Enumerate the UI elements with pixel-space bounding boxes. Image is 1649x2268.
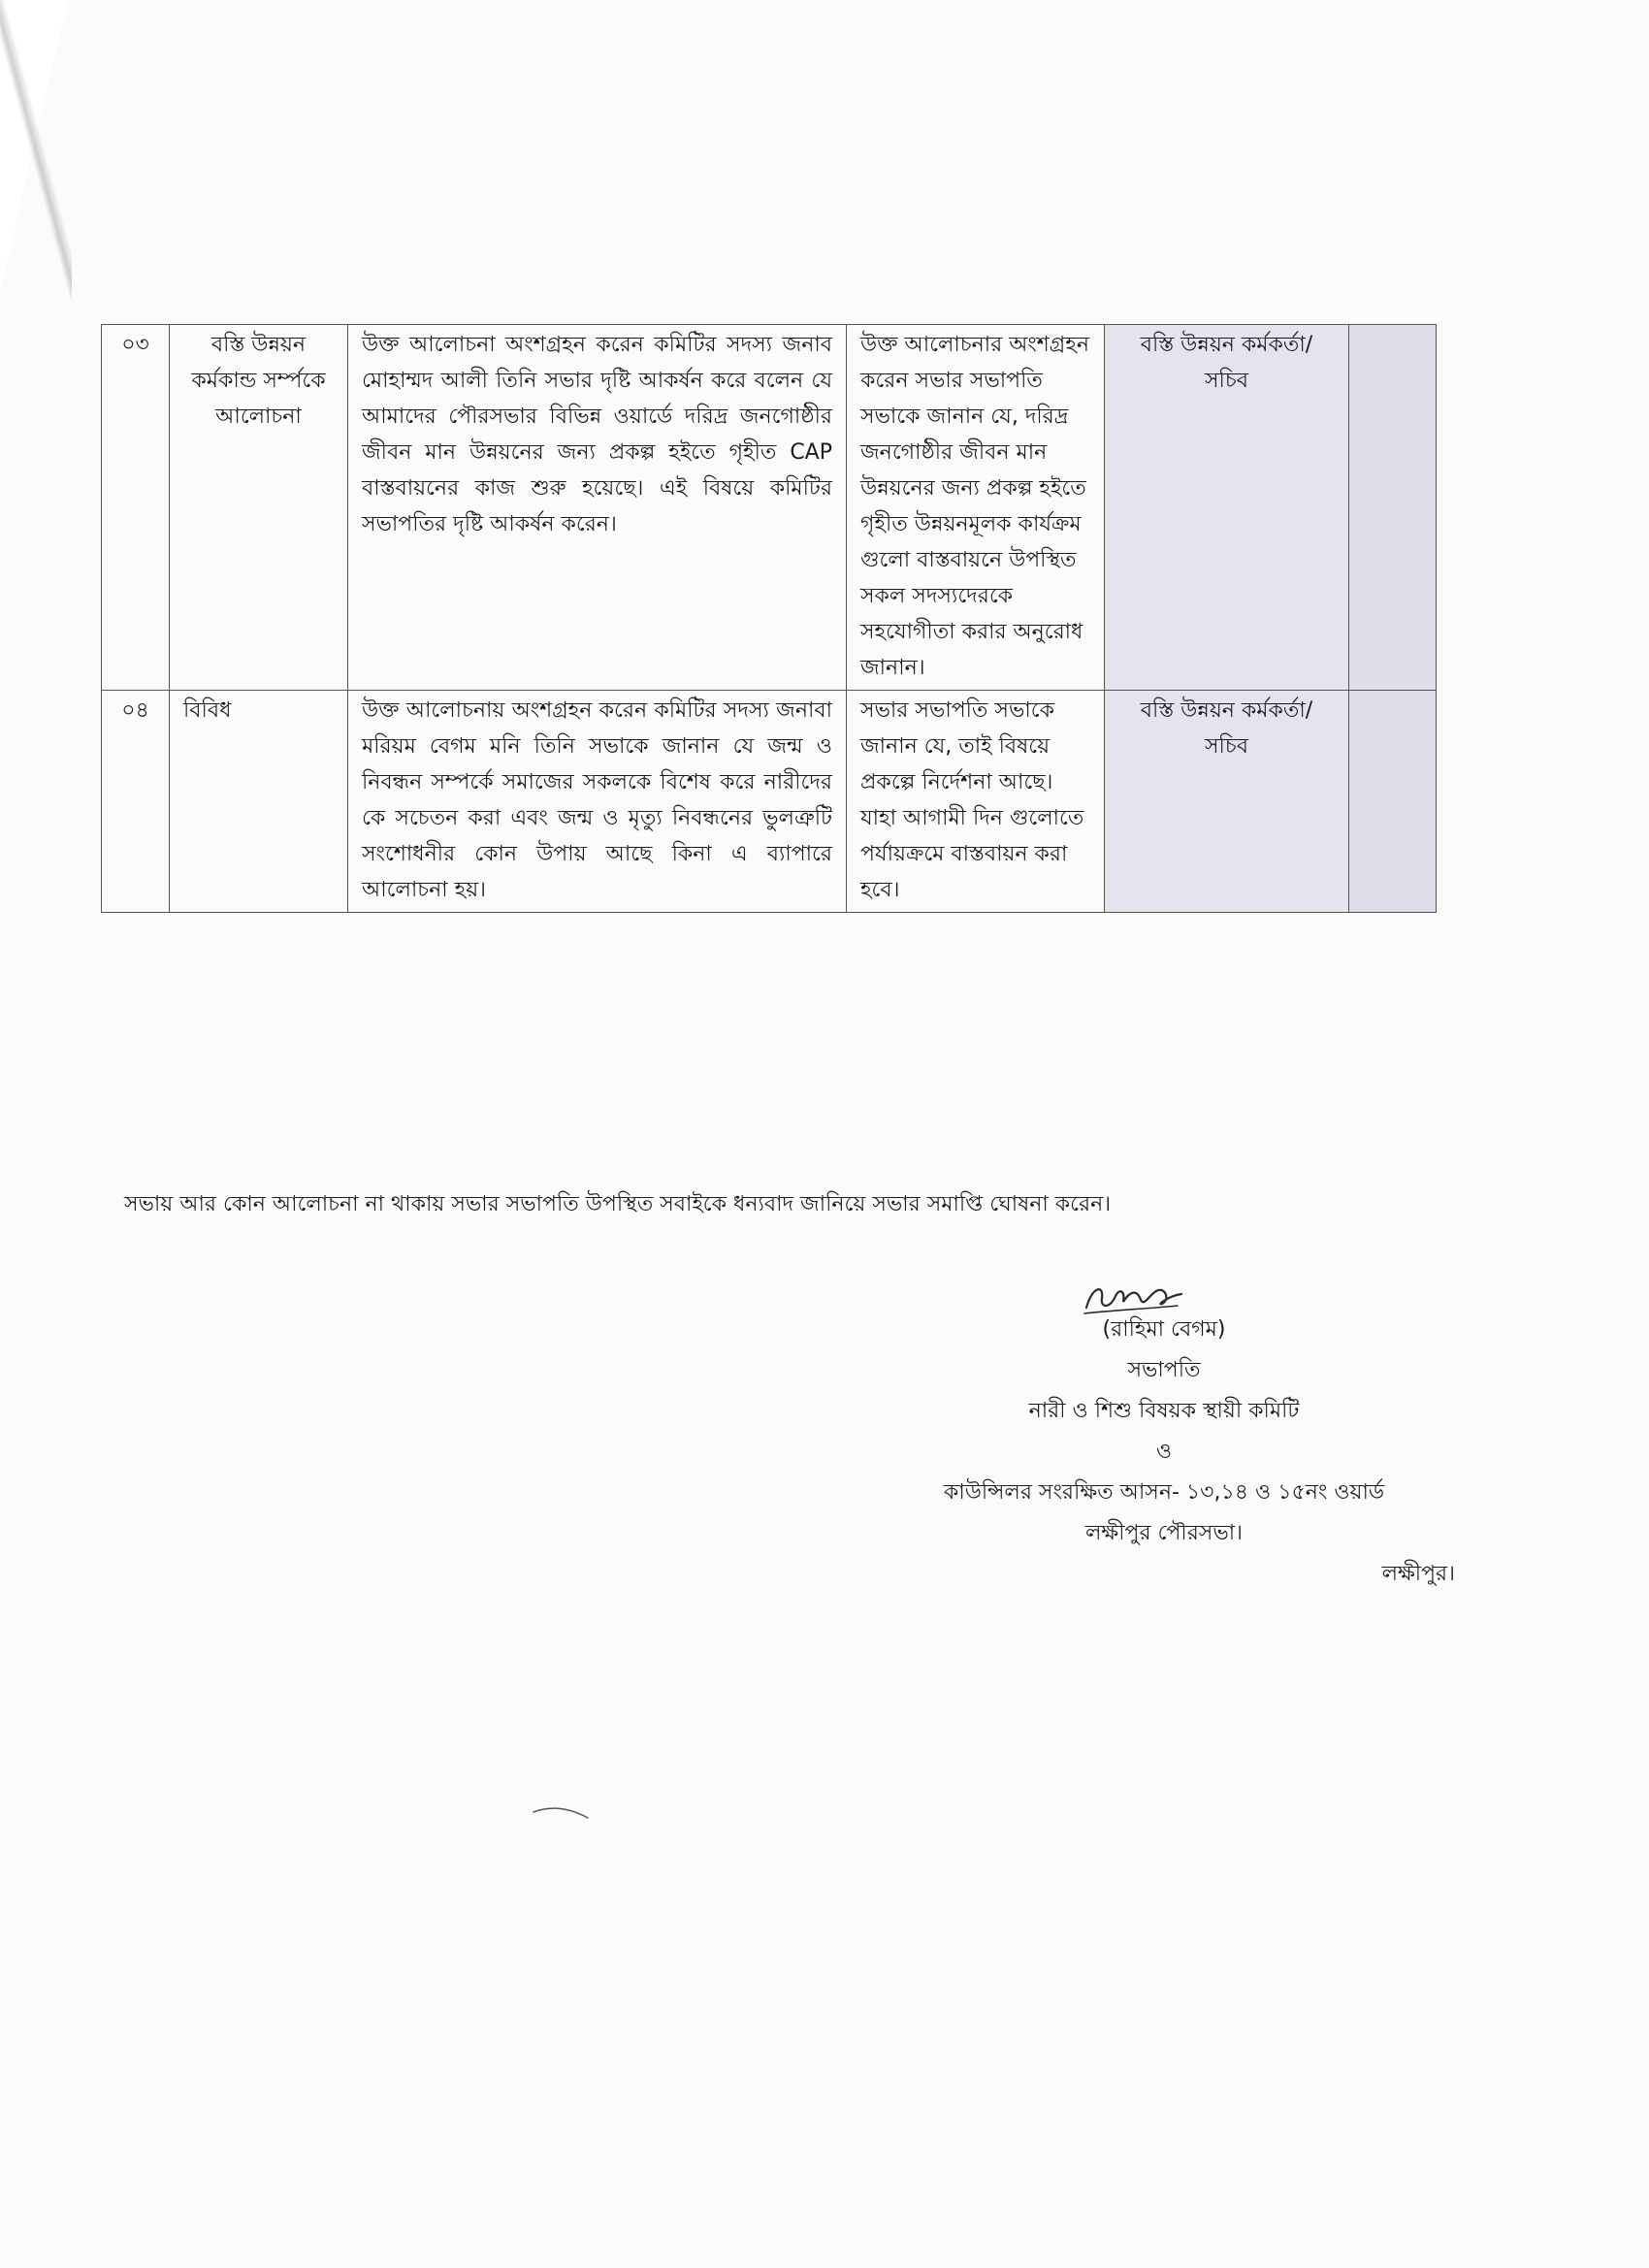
table-row	[102, 691, 1437, 913]
responsible-line: সচিব	[1205, 734, 1248, 759]
table-row	[102, 325, 1437, 691]
remarks-cell	[1349, 325, 1437, 691]
conjunction-text: ও	[1155, 1440, 1173, 1464]
serial-cell: ০৩	[102, 325, 170, 691]
topic-cell: বিবিধ	[170, 691, 348, 913]
committee-name: নারী ও শিশু বিষয়ক স্থায়ী কমিটি	[1028, 1399, 1300, 1423]
meeting-minutes-table	[101, 324, 1437, 913]
city-name: লক্ষীপুর।	[1381, 1562, 1455, 1586]
responsible-cell	[1105, 325, 1349, 691]
responsible-line: বস্তি উন্নয়ন কর্মকর্তা/	[1140, 333, 1313, 357]
municipality-name: লক্ষীপুর পৌরসভা।	[1085, 1521, 1243, 1545]
discussion-cell: উক্ত আলোচনা অংশগ্রহন করেন কমিটির সদস্য জনাব মোহাম্মদ আলী তিনি সভার দৃষ্টি আকর্ষন করে বলেন যে আমাদের পৌরসভার বিভিন্ন ওয়ার্ডে দরিদ্র জনগোষ্ঠীর জীবন মান উন্নয়নের জন্য প্রকল্প হইতে গৃহীত CAP বাস্তবায়নের কাজ শুরু হয়েছে। এই বিষয়ে কমিটির সভাপতির দৃষ্টি আকর্ষন করেন।	[348, 325, 847, 691]
signatory-title: সভাপতি	[1127, 1358, 1201, 1382]
signature-block	[873, 1310, 1455, 1595]
closing-statement: সভায় আর কোন আলোচনা না থাকায় সভার সভাপতি উপস্থিত সবাইকে ধন্যবাদ জানিয়ে সভার সমাপ্তি ঘোষনা করেন।	[124, 1192, 1112, 1216]
discussion-cell: উক্ত আলোচনায় অংশগ্রহন করেন কমিটির সদস্য জনাবা মরিয়ম বেগম মনি তিনি সভাকে জানান যে জন্ম ও নিবন্ধন সম্পর্কে সমাজের সকলকে বিশেষ করে নারীদের কে সচেতন করা এবং জন্ম ও মৃত্যু নিবন্ধনের ভুলত্রুটি সংশোধনীর কোন উপায় আছে কিনা এ ব্যাপারে আলোচনা হয়।	[348, 691, 847, 913]
decision-cell: উক্ত আলোচনার অংশগ্রহন করেন সভার সভাপতি সভাকে জানান যে, দরিদ্র জনগোষ্ঠীর জীবন মান উন্নয়নের জন্য প্রকল্প হইতে গৃহীত উন্নয়নমূলক কার্যক্রম গুলো বাস্তবায়নে উপস্থিত সকল সদস্যদেরকে সহযোগীতা করার অনুরোধ জানান।	[847, 325, 1105, 691]
serial-cell: ০৪	[102, 691, 170, 913]
responsible-cell	[1105, 691, 1349, 913]
topic-cell: বস্তি উন্নয়ন কর্মকান্ড সর্ম্পকে আলোচনা	[170, 325, 348, 691]
folded-corner-shadow	[0, 0, 72, 301]
decision-cell: সভার সভাপতি সভাকে জানান যে, তাই বিষয়ে প্রকল্পে নির্দেশনা আছে। যাহা আগামী দিন গুলোতে পর্যায়ক্রমে বাস্তবায়ন করা হবে।	[847, 691, 1105, 913]
stray-pen-mark	[532, 1802, 590, 1822]
responsible-line: সচিব	[1205, 369, 1248, 393]
remarks-cell	[1349, 691, 1437, 913]
responsible-line: বস্তি উন্নয়ন কর্মকর্তা/	[1140, 698, 1313, 723]
signatory-name: (রাহিমা বেগম)	[1102, 1317, 1226, 1342]
councillor-designation: কাউন্সিলর সংরক্ষিত আসন- ১৩,১৪ ও ১৫নং ওয়ার্ড	[943, 1480, 1385, 1505]
